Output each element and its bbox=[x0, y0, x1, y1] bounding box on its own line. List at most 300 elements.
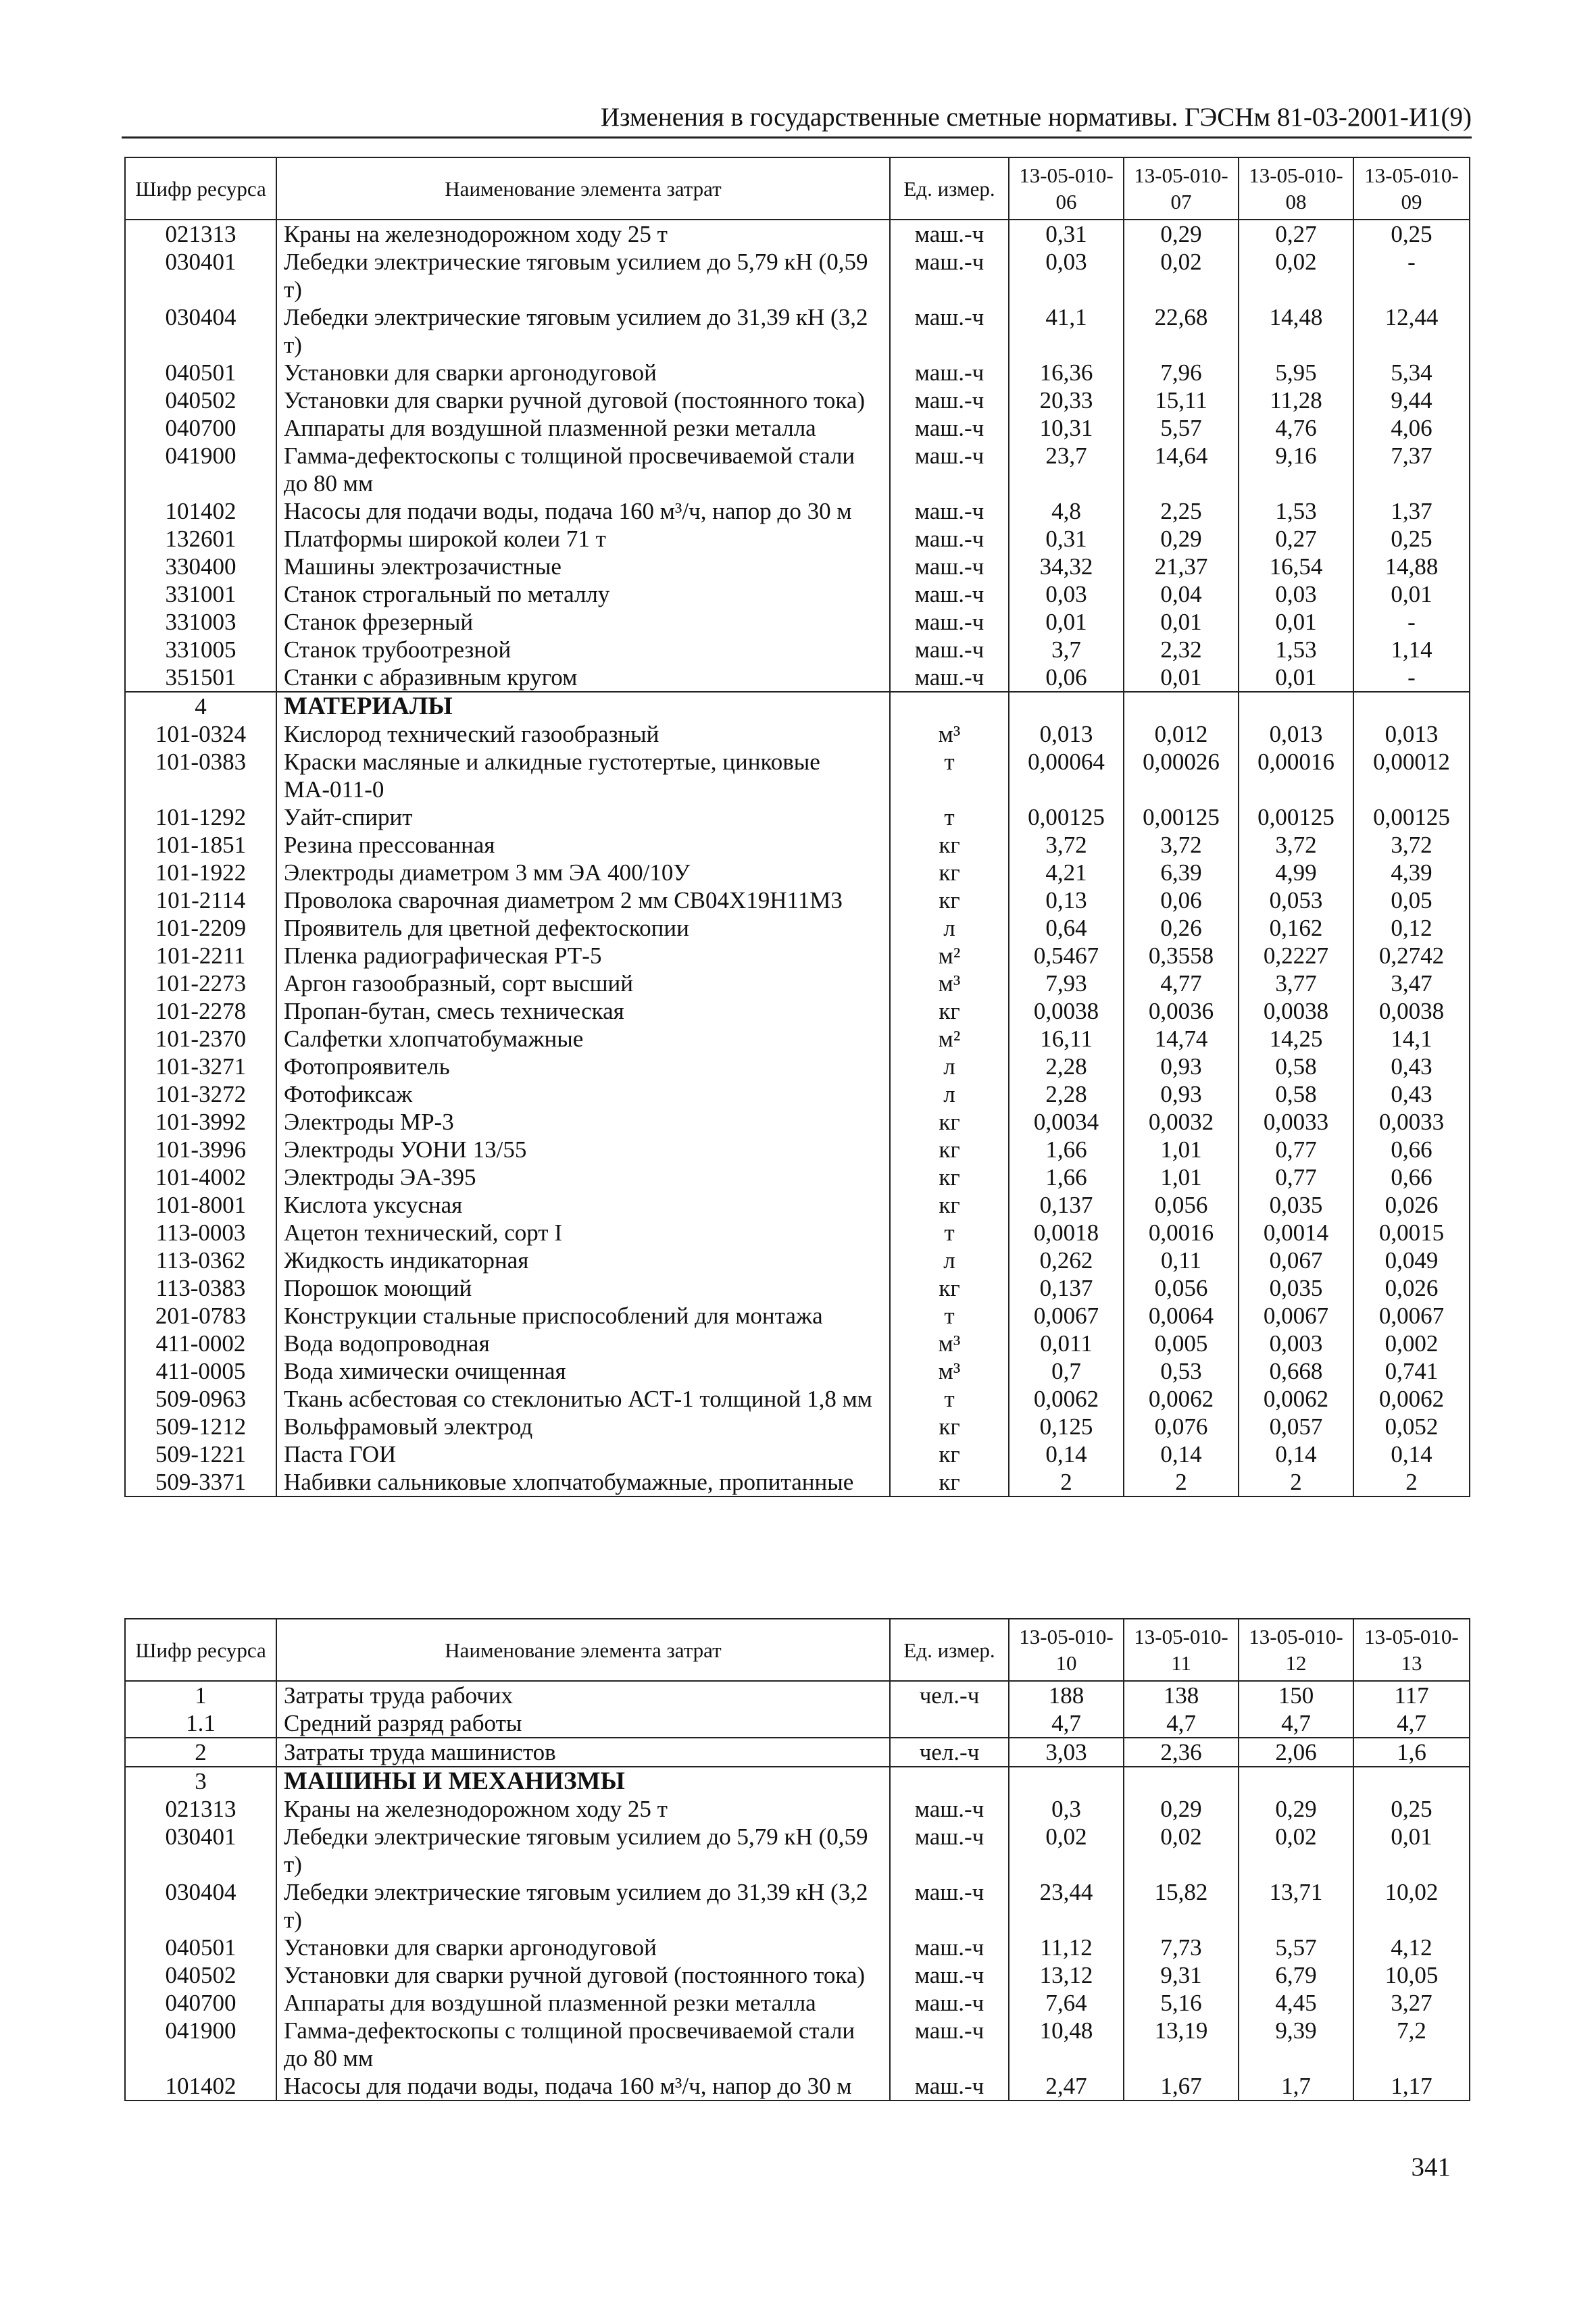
table-row bbox=[125, 303, 1470, 359]
table-row bbox=[125, 1357, 1470, 1385]
table-row bbox=[125, 1934, 1470, 1961]
table-row bbox=[125, 663, 1470, 692]
unit-cell: маш.-ч bbox=[890, 414, 1009, 442]
value-cell: - bbox=[1353, 248, 1470, 303]
resource-code-cell: 101402 bbox=[125, 497, 276, 525]
value-cell: 0,3558 bbox=[1124, 942, 1239, 970]
value-cell: 0,049 bbox=[1353, 1247, 1470, 1274]
value-cell: 0,012 bbox=[1124, 720, 1239, 748]
cost-element-name-cell: Паста ГОИ bbox=[276, 1440, 890, 1468]
cost-element-name-cell: Салфетки хлопчатобумажные bbox=[276, 1025, 890, 1053]
value-cell: 10,05 bbox=[1353, 1961, 1470, 1989]
value-cell: 4,99 bbox=[1239, 859, 1353, 886]
value-cell: 10,02 bbox=[1353, 1878, 1470, 1934]
cost-element-name-cell: Насосы для подачи воды, подача 160 м³/ч, напор до 30 м bbox=[276, 497, 890, 525]
value-cell: 0,137 bbox=[1009, 1191, 1124, 1219]
cost-element-name-cell: Пленка радиографическая РТ-5 bbox=[276, 942, 890, 970]
cost-element-name-cell: Затраты труда рабочих bbox=[276, 1681, 890, 1709]
value-cell: 0,125 bbox=[1009, 1413, 1124, 1440]
value-cell: 10,31 bbox=[1009, 414, 1124, 442]
table-row bbox=[125, 414, 1470, 442]
value-cell: 0,00125 bbox=[1009, 803, 1124, 831]
resource-code-cell: 030404 bbox=[125, 1878, 276, 1934]
resource-code-cell: 101-8001 bbox=[125, 1191, 276, 1219]
value-cell: 0,12 bbox=[1353, 914, 1470, 942]
value-cell: 0,0038 bbox=[1239, 997, 1353, 1025]
table-row bbox=[125, 1053, 1470, 1080]
table-row bbox=[125, 1468, 1470, 1496]
table-row bbox=[125, 1413, 1470, 1440]
value-cell: 0,06 bbox=[1124, 886, 1239, 914]
value-cell: 0,162 bbox=[1239, 914, 1353, 942]
value-cell: 5,95 bbox=[1239, 359, 1353, 386]
value-cell: 1,01 bbox=[1124, 1163, 1239, 1191]
value-cell bbox=[1353, 1767, 1470, 1795]
value-cell: 0,02 bbox=[1124, 248, 1239, 303]
value-cell: 0,29 bbox=[1124, 525, 1239, 553]
value-cell: - bbox=[1353, 663, 1470, 692]
table-row bbox=[125, 1681, 1470, 1709]
value-cell: 4,21 bbox=[1009, 859, 1124, 886]
value-cell: 2 bbox=[1239, 1468, 1353, 1496]
cost-element-name-cell: Проявитель для цветной дефектоскопии bbox=[276, 914, 890, 942]
value-cell: 0,0018 bbox=[1009, 1219, 1124, 1247]
unit-cell: маш.-ч bbox=[890, 608, 1009, 636]
cost-element-name-cell: Лебедки электрические тяговым усилием до 31,39 кН (3,2 т) bbox=[276, 303, 890, 359]
header-norm-code: 13-05-010-07 bbox=[1124, 157, 1239, 220]
value-cell: 9,31 bbox=[1124, 1961, 1239, 1989]
value-cell: 0,25 bbox=[1353, 220, 1470, 248]
value-cell: 0,035 bbox=[1239, 1191, 1353, 1219]
value-cell: 0,7 bbox=[1009, 1357, 1124, 1385]
value-cell bbox=[1124, 1767, 1239, 1795]
value-cell: 5,16 bbox=[1124, 1989, 1239, 2017]
value-cell bbox=[1124, 692, 1239, 720]
cost-element-name-cell: Порошок моющий bbox=[276, 1274, 890, 1302]
value-cell bbox=[1353, 692, 1470, 720]
value-cell: 0,31 bbox=[1009, 525, 1124, 553]
value-cell: 0,0067 bbox=[1009, 1302, 1124, 1330]
value-cell: 0,0033 bbox=[1239, 1108, 1353, 1136]
value-cell: 0,0038 bbox=[1353, 997, 1470, 1025]
unit-cell: маш.-ч bbox=[890, 1878, 1009, 1934]
value-cell: 13,71 bbox=[1239, 1878, 1353, 1934]
resource-code-cell: 101-4002 bbox=[125, 1163, 276, 1191]
resource-code-cell: 2 bbox=[125, 1738, 276, 1767]
resource-code-cell: 3 bbox=[125, 1767, 276, 1795]
resource-code-cell: 113-0003 bbox=[125, 1219, 276, 1247]
value-cell: 23,7 bbox=[1009, 442, 1124, 497]
table-row bbox=[125, 1330, 1470, 1357]
table-row bbox=[125, 636, 1470, 663]
unit-cell: кг bbox=[890, 1413, 1009, 1440]
value-cell: 0,43 bbox=[1353, 1080, 1470, 1108]
unit-cell: т bbox=[890, 1219, 1009, 1247]
cost-element-name-cell: Электроды ЭА-395 bbox=[276, 1163, 890, 1191]
unit-cell: маш.-ч bbox=[890, 497, 1009, 525]
value-cell: 1,7 bbox=[1239, 2072, 1353, 2101]
header-unit: Ед. измер. bbox=[890, 1619, 1009, 1681]
value-cell: 0,026 bbox=[1353, 1274, 1470, 1302]
value-cell: 0,04 bbox=[1124, 580, 1239, 608]
value-cell: 0,93 bbox=[1124, 1053, 1239, 1080]
value-cell: 1,66 bbox=[1009, 1136, 1124, 1163]
unit-cell: кг bbox=[890, 1274, 1009, 1302]
table-row bbox=[125, 525, 1470, 553]
table-row bbox=[125, 1108, 1470, 1136]
cost-element-name-cell: Вода водопроводная bbox=[276, 1330, 890, 1357]
resource-table-1 bbox=[124, 157, 1470, 1497]
header-norm-code: 13-05-010-12 bbox=[1239, 1619, 1353, 1681]
value-cell: 0,056 bbox=[1124, 1274, 1239, 1302]
table-row bbox=[125, 248, 1470, 303]
unit-cell: л bbox=[890, 1053, 1009, 1080]
cost-element-name-cell: Краны на железнодорожном ходу 25 т bbox=[276, 220, 890, 248]
resource-code-cell: 101-2278 bbox=[125, 997, 276, 1025]
unit-cell: маш.-ч bbox=[890, 1989, 1009, 2017]
table-header bbox=[125, 157, 1470, 220]
resource-code-cell: 030401 bbox=[125, 1823, 276, 1878]
value-cell: 4,7 bbox=[1239, 1709, 1353, 1738]
cost-element-name-cell: Установки для сварки ручной дуговой (постоянного тока) bbox=[276, 386, 890, 414]
header-norm-code: 13-05-010-10 bbox=[1009, 1619, 1124, 1681]
table-row bbox=[125, 720, 1470, 748]
resource-code-cell: 040700 bbox=[125, 414, 276, 442]
unit-cell: кг bbox=[890, 831, 1009, 859]
unit-cell: кг bbox=[890, 1440, 1009, 1468]
running-header-title: Изменения в государственные сметные нормативы. ГЭСНм 81-03-2001-И1(9) bbox=[600, 103, 1472, 132]
cost-element-name-cell: Электроды диаметром 3 мм ЭА 400/10У bbox=[276, 859, 890, 886]
running-header bbox=[122, 100, 1472, 139]
value-cell: 0,27 bbox=[1239, 525, 1353, 553]
value-cell: 22,68 bbox=[1124, 303, 1239, 359]
unit-cell: маш.-ч bbox=[890, 359, 1009, 386]
unit-cell: м³ bbox=[890, 1330, 1009, 1357]
value-cell: 4,8 bbox=[1009, 497, 1124, 525]
resource-code-cell: 351501 bbox=[125, 663, 276, 692]
resource-code-cell: 040501 bbox=[125, 1934, 276, 1961]
value-cell bbox=[1239, 1767, 1353, 1795]
value-cell: 3,72 bbox=[1124, 831, 1239, 859]
unit-cell: маш.-ч bbox=[890, 525, 1009, 553]
value-cell: 0,01 bbox=[1124, 663, 1239, 692]
value-cell: 4,7 bbox=[1009, 1709, 1124, 1738]
value-cell: 0,00026 bbox=[1124, 748, 1239, 803]
unit-cell: чел.-ч bbox=[890, 1681, 1009, 1709]
unit-cell: т bbox=[890, 748, 1009, 803]
value-cell: 0,011 bbox=[1009, 1330, 1124, 1357]
cost-element-name-cell: Лебедки электрические тяговым усилием до 31,39 кН (3,2 т) bbox=[276, 1878, 890, 1934]
value-cell: 0,66 bbox=[1353, 1163, 1470, 1191]
value-cell: 7,37 bbox=[1353, 442, 1470, 497]
resource-code-cell: 101402 bbox=[125, 2072, 276, 2101]
cost-element-name-cell: Проволока сварочная диаметром 2 мм СВ04Х19Н11М3 bbox=[276, 886, 890, 914]
resource-code-cell: 201-0783 bbox=[125, 1302, 276, 1330]
value-cell: 0,0062 bbox=[1124, 1385, 1239, 1413]
resource-code-cell: 411-0002 bbox=[125, 1330, 276, 1357]
resource-code-cell: 101-3272 bbox=[125, 1080, 276, 1108]
resource-code-cell: 030401 bbox=[125, 248, 276, 303]
value-cell: 0,00012 bbox=[1353, 748, 1470, 803]
value-cell: 0,0062 bbox=[1239, 1385, 1353, 1413]
resource-code-cell: 331005 bbox=[125, 636, 276, 663]
value-cell: 0,01 bbox=[1239, 608, 1353, 636]
value-cell: 0,0064 bbox=[1124, 1302, 1239, 1330]
value-cell: 0,056 bbox=[1124, 1191, 1239, 1219]
value-cell: 0,29 bbox=[1239, 1795, 1353, 1823]
value-cell: 0,035 bbox=[1239, 1274, 1353, 1302]
table-row bbox=[125, 914, 1470, 942]
resource-code-cell: 101-0383 bbox=[125, 748, 276, 803]
value-cell: 0,25 bbox=[1353, 525, 1470, 553]
value-cell: 0,58 bbox=[1239, 1080, 1353, 1108]
value-cell: - bbox=[1353, 608, 1470, 636]
cost-element-name-cell: Гамма-дефектоскопы с толщиной просвечиваемой стали до 80 мм bbox=[276, 2017, 890, 2072]
value-cell: 12,44 bbox=[1353, 303, 1470, 359]
resource-code-cell: 509-3371 bbox=[125, 1468, 276, 1496]
table-row bbox=[125, 608, 1470, 636]
value-cell: 9,39 bbox=[1239, 2017, 1353, 2072]
value-cell: 1,66 bbox=[1009, 1163, 1124, 1191]
unit-cell: маш.-ч bbox=[890, 553, 1009, 580]
resource-code-cell: 1 bbox=[125, 1681, 276, 1709]
table-row bbox=[125, 553, 1470, 580]
table-row bbox=[125, 997, 1470, 1025]
value-cell: 0,26 bbox=[1124, 914, 1239, 942]
unit-cell: кг bbox=[890, 886, 1009, 914]
value-cell: 0,14 bbox=[1009, 1440, 1124, 1468]
table-row bbox=[125, 1709, 1470, 1738]
value-cell: 0,0015 bbox=[1353, 1219, 1470, 1247]
section-row bbox=[125, 692, 1470, 720]
unit-cell: маш.-ч bbox=[890, 580, 1009, 608]
value-cell: 0,01 bbox=[1009, 608, 1124, 636]
value-cell: 2,06 bbox=[1239, 1738, 1353, 1767]
header-resource-code: Шифр ресурса bbox=[125, 157, 276, 220]
value-cell: 14,88 bbox=[1353, 553, 1470, 580]
value-cell: 0,0038 bbox=[1009, 997, 1124, 1025]
value-cell: 7,2 bbox=[1353, 2017, 1470, 2072]
unit-cell: маш.-ч bbox=[890, 248, 1009, 303]
value-cell: 0,05 bbox=[1353, 886, 1470, 914]
table-row bbox=[125, 220, 1470, 248]
unit-cell: л bbox=[890, 1080, 1009, 1108]
cost-element-name-cell: Аппараты для воздушной плазменной резки металла bbox=[276, 414, 890, 442]
value-cell: 9,44 bbox=[1353, 386, 1470, 414]
value-cell: 4,77 bbox=[1124, 970, 1239, 997]
resource-code-cell: 040700 bbox=[125, 1989, 276, 2017]
resource-code-cell: 132601 bbox=[125, 525, 276, 553]
value-cell: 0,0067 bbox=[1353, 1302, 1470, 1330]
unit-cell: кг bbox=[890, 859, 1009, 886]
value-cell: 7,93 bbox=[1009, 970, 1124, 997]
header-unit: Ед. измер. bbox=[890, 157, 1009, 220]
table-row bbox=[125, 1191, 1470, 1219]
cost-element-name-cell: Лебедки электрические тяговым усилием до 5,79 кН (0,59 т) bbox=[276, 1823, 890, 1878]
cost-element-name-cell: Лебедки электрические тяговым усилием до 5,79 кН (0,59 т) bbox=[276, 248, 890, 303]
unit-cell bbox=[890, 1767, 1009, 1795]
value-cell: 0,2742 bbox=[1353, 942, 1470, 970]
value-cell: 4,45 bbox=[1239, 1989, 1353, 2017]
resource-code-cell: 021313 bbox=[125, 220, 276, 248]
value-cell: 2,36 bbox=[1124, 1738, 1239, 1767]
value-cell: 3,72 bbox=[1239, 831, 1353, 859]
table-row bbox=[125, 1440, 1470, 1468]
value-cell: 21,37 bbox=[1124, 553, 1239, 580]
value-cell: 3,72 bbox=[1353, 831, 1470, 859]
value-cell: 0,01 bbox=[1353, 1823, 1470, 1878]
value-cell: 6,39 bbox=[1124, 859, 1239, 886]
table-row bbox=[125, 970, 1470, 997]
table-row bbox=[125, 359, 1470, 386]
value-cell: 0,003 bbox=[1239, 1330, 1353, 1357]
value-cell: 3,7 bbox=[1009, 636, 1124, 663]
value-cell: 0,53 bbox=[1124, 1357, 1239, 1385]
unit-cell: м³ bbox=[890, 720, 1009, 748]
table-row bbox=[125, 1219, 1470, 1247]
value-cell: 0,0032 bbox=[1124, 1108, 1239, 1136]
resource-code-cell: 509-0963 bbox=[125, 1385, 276, 1413]
table-row bbox=[125, 2072, 1470, 2101]
resource-code-cell: 1.1 bbox=[125, 1709, 276, 1738]
header-norm-code: 13-05-010-08 bbox=[1239, 157, 1353, 220]
value-cell: 0,057 bbox=[1239, 1413, 1353, 1440]
value-cell: 14,25 bbox=[1239, 1025, 1353, 1053]
table-row bbox=[125, 1989, 1470, 2017]
value-cell: 0,668 bbox=[1239, 1357, 1353, 1385]
value-cell: 14,48 bbox=[1239, 303, 1353, 359]
value-cell: 14,1 bbox=[1353, 1025, 1470, 1053]
cost-element-name-cell: Резина прессованная bbox=[276, 831, 890, 859]
unit-cell: т bbox=[890, 1302, 1009, 1330]
value-cell: 0,29 bbox=[1124, 1795, 1239, 1823]
value-cell: 4,06 bbox=[1353, 414, 1470, 442]
resource-code-cell: 101-2211 bbox=[125, 942, 276, 970]
cost-element-name-cell: Пропан-бутан, смесь техническая bbox=[276, 997, 890, 1025]
page-number: 341 bbox=[1411, 2153, 1451, 2182]
value-cell: 10,48 bbox=[1009, 2017, 1124, 2072]
value-cell: 0,137 bbox=[1009, 1274, 1124, 1302]
value-cell: 0,13 bbox=[1009, 886, 1124, 914]
value-cell: 0,00016 bbox=[1239, 748, 1353, 803]
value-cell: 4,12 bbox=[1353, 1934, 1470, 1961]
value-cell bbox=[1009, 692, 1124, 720]
resource-code-cell: 113-0383 bbox=[125, 1274, 276, 1302]
resource-code-cell: 030404 bbox=[125, 303, 276, 359]
value-cell: 0,013 bbox=[1239, 720, 1353, 748]
unit-cell: кг bbox=[890, 1108, 1009, 1136]
value-cell: 2,28 bbox=[1009, 1053, 1124, 1080]
table-row bbox=[125, 1136, 1470, 1163]
unit-cell: кг bbox=[890, 1163, 1009, 1191]
unit-cell: маш.-ч bbox=[890, 442, 1009, 497]
table-row bbox=[125, 748, 1470, 803]
unit-cell: маш.-ч bbox=[890, 1795, 1009, 1823]
value-cell: 0,3 bbox=[1009, 1795, 1124, 1823]
value-cell: 13,19 bbox=[1124, 2017, 1239, 2072]
cost-element-name-cell: Аппараты для воздушной плазменной резки металла bbox=[276, 1989, 890, 2017]
resource-code-cell: 113-0362 bbox=[125, 1247, 276, 1274]
unit-cell: кг bbox=[890, 1191, 1009, 1219]
value-cell: 1,67 bbox=[1124, 2072, 1239, 2101]
unit-cell: маш.-ч bbox=[890, 1961, 1009, 1989]
value-cell: 0,06 bbox=[1009, 663, 1124, 692]
resource-code-cell: 101-0324 bbox=[125, 720, 276, 748]
value-cell: 0,93 bbox=[1124, 1080, 1239, 1108]
table-row bbox=[125, 580, 1470, 608]
value-cell: 0,02 bbox=[1239, 1823, 1353, 1878]
value-cell: 0,25 bbox=[1353, 1795, 1470, 1823]
value-cell: 0,02 bbox=[1239, 248, 1353, 303]
value-cell: 0,0034 bbox=[1009, 1108, 1124, 1136]
value-cell: 0,77 bbox=[1239, 1163, 1353, 1191]
value-cell: 5,57 bbox=[1124, 414, 1239, 442]
cost-element-name-cell: Средний разряд работы bbox=[276, 1709, 890, 1738]
unit-cell: л bbox=[890, 914, 1009, 942]
cost-element-name-cell: Электроды УОНИ 13/55 bbox=[276, 1136, 890, 1163]
value-cell: 1,6 bbox=[1353, 1738, 1470, 1767]
value-cell: 0,0067 bbox=[1239, 1302, 1353, 1330]
unit-cell: кг bbox=[890, 1468, 1009, 1496]
value-cell: 0,076 bbox=[1124, 1413, 1239, 1440]
unit-cell: маш.-ч bbox=[890, 636, 1009, 663]
unit-cell: маш.-ч bbox=[890, 2072, 1009, 2101]
cost-element-name-cell: Аргон газообразный, сорт высший bbox=[276, 970, 890, 997]
value-cell: 0,0033 bbox=[1353, 1108, 1470, 1136]
table-row bbox=[125, 1080, 1470, 1108]
cost-element-name-cell: Гамма-дефектоскопы с толщиной просвечиваемой стали до 80 мм bbox=[276, 442, 890, 497]
unit-cell: кг bbox=[890, 997, 1009, 1025]
value-cell: 15,82 bbox=[1124, 1878, 1239, 1934]
value-cell: 0,58 bbox=[1239, 1053, 1353, 1080]
value-cell: 7,64 bbox=[1009, 1989, 1124, 2017]
header-norm-code: 13-05-010-11 bbox=[1124, 1619, 1239, 1681]
unit-cell: маш.-ч bbox=[890, 1934, 1009, 1961]
value-cell: 0,01 bbox=[1353, 580, 1470, 608]
unit-cell: маш.-ч bbox=[890, 663, 1009, 692]
cost-element-name-cell: Жидкость индикаторная bbox=[276, 1247, 890, 1274]
value-cell: 20,33 bbox=[1009, 386, 1124, 414]
table-row bbox=[125, 942, 1470, 970]
value-cell: 13,12 bbox=[1009, 1961, 1124, 1989]
value-cell: 2,25 bbox=[1124, 497, 1239, 525]
value-cell: 0,00125 bbox=[1239, 803, 1353, 831]
value-cell: 2,28 bbox=[1009, 1080, 1124, 1108]
unit-cell: т bbox=[890, 803, 1009, 831]
resource-code-cell: 101-1851 bbox=[125, 831, 276, 859]
value-cell: 117 bbox=[1353, 1681, 1470, 1709]
table-row bbox=[125, 859, 1470, 886]
value-cell: 2,47 bbox=[1009, 2072, 1124, 2101]
resource-code-cell: 509-1221 bbox=[125, 1440, 276, 1468]
resource-code-cell: 101-1922 bbox=[125, 859, 276, 886]
cost-element-name-cell: Платформы широкой колеи 71 т bbox=[276, 525, 890, 553]
resource-code-cell: 509-1212 bbox=[125, 1413, 276, 1440]
unit-cell: маш.-ч bbox=[890, 1823, 1009, 1878]
resource-code-cell: 041900 bbox=[125, 442, 276, 497]
value-cell: 0,43 bbox=[1353, 1053, 1470, 1080]
value-cell: 0,013 bbox=[1009, 720, 1124, 748]
table-row bbox=[125, 386, 1470, 414]
value-cell: 41,1 bbox=[1009, 303, 1124, 359]
header-norm-code: 13-05-010-13 bbox=[1353, 1619, 1470, 1681]
cost-element-name-cell: Вольфрамовый электрод bbox=[276, 1413, 890, 1440]
cost-element-name-cell: Краны на железнодорожном ходу 25 т bbox=[276, 1795, 890, 1823]
value-cell: 4,7 bbox=[1124, 1709, 1239, 1738]
value-cell: 34,32 bbox=[1009, 553, 1124, 580]
value-cell: 16,36 bbox=[1009, 359, 1124, 386]
section-row bbox=[125, 1767, 1470, 1795]
